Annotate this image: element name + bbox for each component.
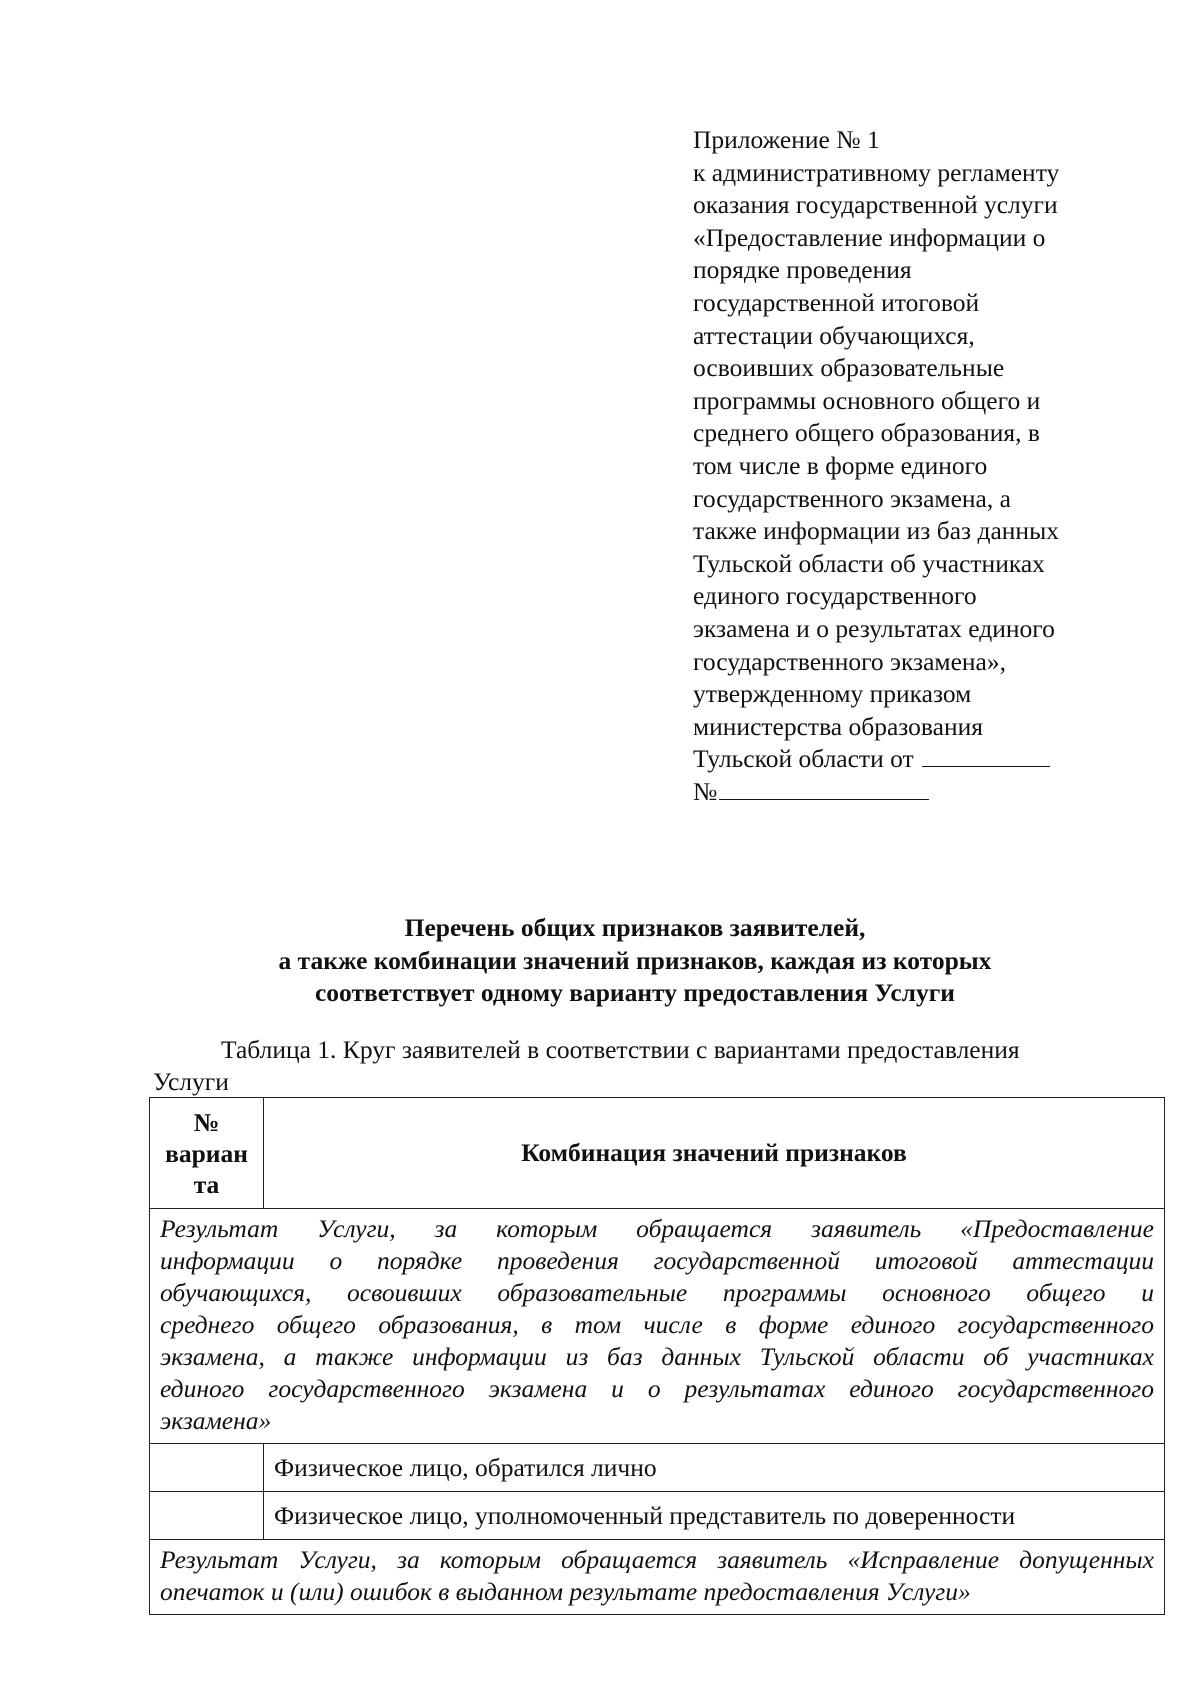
result-line: единого государственного экзамена и о результатах единого государственного [160,1374,1154,1403]
appendix-line: к административному регламенту [693,157,1060,187]
header-combination: Комбинация значений признаков [264,1098,1165,1209]
table-header-row [150,1098,1165,1209]
table-caption-line: Таблица 1. Круг заявителей в соответствии с вариантами предоставления [221,1035,1020,1064]
appendix-line: среднего общего образования, в [693,418,1040,448]
result-row [150,1209,1165,1444]
variants-table [149,1097,1165,1615]
variant-number-cell [150,1492,264,1540]
number-blank-field [719,777,929,800]
result-line: Результат Услуги, за которым обращается заявитель «Исправление допущенных [160,1545,1154,1574]
table-row [150,1444,1165,1492]
result-line: среднего общего образования, в том числе в форме единого государственного [160,1310,1154,1339]
result-line: Результат Услуги, за которым обращается заявитель «Предоставление [160,1214,1154,1243]
table-caption [153,1034,1121,1098]
appendix-line: государственного экзамена», [693,646,1006,676]
appendix-line: утвержденному приказом [693,679,972,709]
result-line: опечаток и (или) ошибок в выданном результате предоставления Услуги» [160,1577,971,1606]
appendix-line: порядке проведения [693,255,912,285]
combination-cell: Физическое лицо, обратился лично [264,1444,1165,1492]
table-caption-line: Услуги [153,1067,229,1096]
appendix-block [693,124,1163,808]
header-variant-number [150,1098,264,1209]
appendix-line: единого государственного [693,581,977,611]
appendix-line: том числе в форме единого [693,450,988,480]
heading-line: соответствует одному варианту предоставления Услуги [314,978,955,1007]
result-line: экзамена» [160,1406,272,1435]
appendix-number-prefix: № [693,776,718,806]
date-blank-field [922,744,1050,767]
result-description [150,1209,1165,1444]
table-row [150,1492,1165,1540]
heading-line: а также комбинации значений признаков, каждая из которых [278,945,992,975]
appendix-line: Приложение № 1 [693,125,880,154]
result-line: обучающихся, освоивших образовательные программы основного общего и [160,1278,1154,1307]
appendix-line: также информации из баз данных [693,516,1059,546]
heading-line: Перечень общих признаков заявителей, [404,913,866,942]
appendix-line: программы основного общего и [693,385,1041,415]
appendix-line: Тульской области об участниках [693,548,1045,578]
appendix-line: министерства образования [693,711,983,741]
appendix-line: освоивших образовательные [693,353,1005,383]
combination-cell: Физическое лицо, уполномоченный представитель по доверенности [264,1492,1165,1540]
result-row [150,1540,1165,1615]
header-number-line: вариан [165,1138,248,1168]
appendix-line: государственного экзамена, а [693,483,1011,513]
header-number-line: № [193,1107,220,1137]
appendix-number-line [693,776,1163,809]
document-heading [150,912,1120,1010]
appendix-line: экзамена и о результатах единого [693,613,1055,643]
variant-number-cell [150,1444,264,1492]
result-line: экзамена, а также информации из баз данных Тульской области об участниках [160,1342,1154,1371]
appendix-date-prefix: Тульской области от [693,744,914,774]
result-description [150,1540,1165,1615]
result-line: информации о порядке проведения государственной итоговой аттестации [160,1246,1154,1275]
appendix-line: аттестации обучающихся, [693,320,975,350]
appendix-line: «Предоставление информации о [693,222,1046,252]
appendix-date-line [693,743,1163,776]
appendix-line: оказания государственной услуги [693,190,1058,220]
header-number-line: та [193,1169,220,1199]
appendix-line: государственной итоговой [693,287,980,317]
